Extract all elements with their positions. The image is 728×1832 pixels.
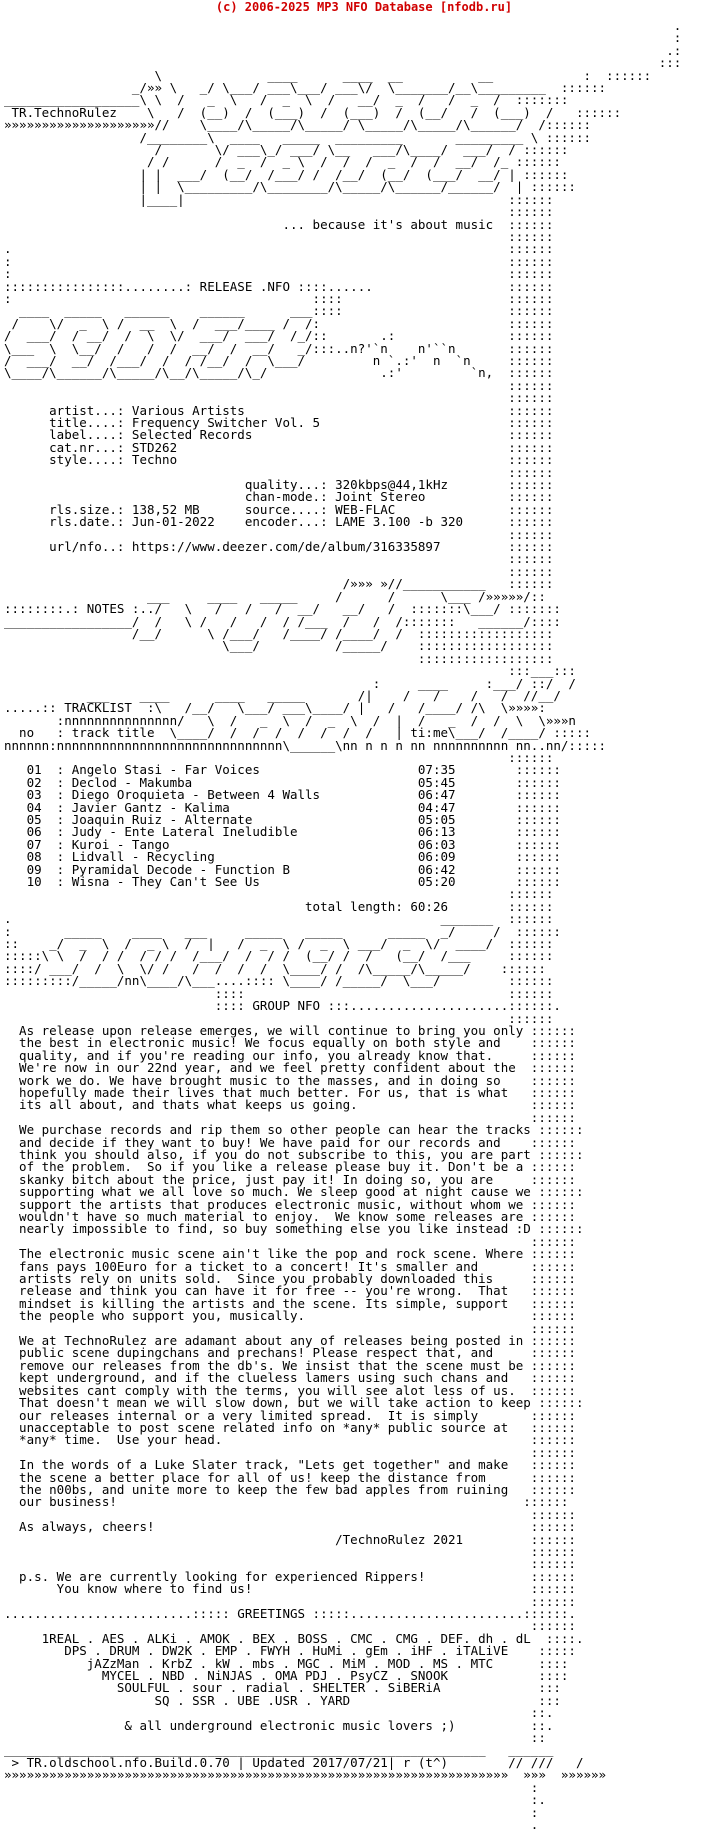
- nfo-line: ::::::: [4, 749, 554, 765]
- nfo-line: .: [4, 1816, 539, 1832]
- nfo-line: our releases internal or a very limited spread. It is simply ::::::: [4, 1407, 576, 1423]
- nfo-line: TR.TechnoRulez \ / (__) / (___) / (___) / (__/ / (___) / ::::::: [4, 104, 622, 120]
- nfo-line: /__/ \ /___/ /____/ /____/ / ::::::::::::::::::: [4, 625, 554, 641]
- nfo-line: SOULFUL . sour . radial . SHELTER . SiBERiA :::: [4, 1680, 561, 1696]
- nfo-line: ::::::: [4, 1556, 576, 1572]
- nfo-line: MYCEL . NBD . NiNJAS . OMA PDJ . PsyCZ . SNOOK ::::: [4, 1668, 569, 1684]
- nfo-text: [4, 20, 681, 1831]
- nfo-line: 06 : Judy - Ente Lateral Ineludible 06:13 ::::::: [4, 824, 561, 840]
- nfo-line: .........................::::: GREETINGS :::::.......................::::::.: [4, 1606, 576, 1621]
- nfo-line: the people who support you, musically. ::::::: [4, 1308, 576, 1324]
- nfo-line: ___ ____ _____ / / \___ /»»»»»/::: [4, 588, 546, 604]
- nfo-line: __________________\ \ / _ \ / _ \ / __/ _ / / _ / :::::::: [4, 92, 569, 108]
- nfo-line: ::::::: [4, 377, 554, 393]
- nfo-line: websites cant comply with the terms, you will see alot less of us. ::::::: [4, 1382, 576, 1398]
- nfo-line: no : track title \____/ / / / / / / / | ti:me\___/ /____/ :::::: [4, 725, 591, 741]
- nfo-line: ::::::: [4, 551, 554, 567]
- nfo-line: nearly impossible to find, so buy something else you like instead :D ::::::: [4, 1221, 584, 1237]
- nfo-line: . ::::::: [4, 241, 554, 257]
- nfo-line: 01 : Angelo Stasi - Far Voices 07:35 ::::::: [4, 762, 561, 778]
- nfo-line: ::::::::::::::::::: [4, 650, 554, 666]
- nfo-line: : _____ ____ ___ _____ _____ _____ _/ / ::::::: [4, 923, 561, 939]
- nfo-line: think you should also, if you do not subscribe to this, you are part ::::::: [4, 1146, 584, 1162]
- nfo-line: ::::::: [4, 228, 554, 244]
- nfo-line: :::::\ \ / / / / / / /___/ / / / (__/ / / (__/ /___ ::::::: [4, 948, 554, 964]
- nfo-line: :: [4, 1804, 539, 1820]
- nfo-line: wouldn't have so much material to enjoy. We know some releases are ::::::: [4, 1209, 576, 1224]
- nfo-line: \____/\______/\_____/\__/\_____/\_/ .:' `n, ::::::: [4, 365, 554, 381]
- nfo-line: \___/ /_____/ ::::::::::::::::::: [4, 638, 554, 654]
- nfo-line: mindset is killing the artists and the scene. Its simple, support ::::::: [4, 1295, 576, 1311]
- nfo-line: / \/ ___\_/ ___/ \__ ___/\____/ ___/ / ::::::: [4, 142, 569, 158]
- nfo-line: chan-mode.: Joint Stereo ::::::: [4, 489, 554, 505]
- nfo-line: The electronic music scene ain't like the pop and rock scene. Where ::::::: [4, 1246, 576, 1262]
- nfo-line: \___ \ \__/ / / / __/ / __/ _/:::..n?'`n n'``n ::::::: [4, 340, 554, 356]
- nfo-line: : :::: ::::::: [4, 290, 554, 306]
- nfo-line: / ___/ __/ /___/ / / /__/ / \___/ n `.:' n `n ::::::: [4, 352, 554, 368]
- nfo-line: release and think you can have it for free -- you're wrong. That ::::::: [4, 1283, 576, 1299]
- nfo-line: »»»»»»»»»»»»»»»»»»»»»»»»»»»»»»»»»»»»»»»»»»»»»»»»»»»»»»»»»»»»»»»»»»» »»» »»»»»»: [4, 1767, 607, 1783]
- nfo-line: :nnnnnnnnnnnnnnn/ \ / _ \ / _ \ / | / _ / / \ \»»»n: [4, 712, 576, 728]
- nfo-line: SQ . SSR . UBE .USR . YARD :::: [4, 1692, 561, 1708]
- nfo-line: In the words of a Luke Slater track, "Lets get together" and make ::::::: [4, 1457, 576, 1473]
- nfo-line: nnnnnn:nnnnnnnnnnnnnnnnnnnnnnnnnnnnnn\______\nn n n n nn nnnnnnnnnn nn..nn/:::::: [4, 737, 607, 753]
- nfo-line: ::::::: [4, 1109, 576, 1125]
- nfo-line: 10 : Wisna - They Can't See Us 05:20 ::::::: [4, 874, 561, 890]
- nfo-line: *any* time. Use your head. ::::::: [4, 1432, 576, 1448]
- nfo-line: kept underground, and if the clueless lamers using such chans and ::::::: [4, 1370, 576, 1386]
- nfo-line: :: _/ _ \ / _ \ / | / _ \ / _ \ ___/ _ \/ ____/ ::::::: [4, 936, 554, 952]
- nfo-line: : ::::::: [4, 266, 554, 282]
- nfo-line: ::::::::.: NOTES :../ \ / / / __/ __/ / :::::::\___/ :::::::: [4, 601, 561, 617]
- nfo-line: ::::::: [4, 390, 554, 406]
- nfo-line: ::::::: [4, 1320, 576, 1336]
- nfo-line: You know where to find us! ::::::: [4, 1581, 576, 1597]
- nfo-line: .....:: TRACKLIST :\ /__/ \___/ ___\____/ | / /____/ /\ \»»»»:: [4, 700, 546, 716]
- nfo-line: That doesn't mean we will slow down, but we will take action to keep ::::::: [4, 1395, 584, 1411]
- nfo-line: unacceptable to post scene related info on *any* public source at ::::::: [4, 1419, 576, 1435]
- nfo-line: _/»» \ _/ \___/ ___\___/ ___\/ \_______/__\_________ ::::::: [4, 80, 607, 96]
- nfo-line: & all underground electronic music lovers ;) ::.: [4, 1717, 554, 1733]
- nfo-line: ::: [4, 1730, 546, 1746]
- nfo-line: 09 : Pyramidal Decode - Function B 06:42 ::::::: [4, 861, 561, 877]
- nfo-line: hopefully made their lives that much better. For us, that is what ::::::: [4, 1084, 576, 1100]
- nfo-line: and decide if they want to buy! We have paid for our records and ::::::: [4, 1134, 576, 1150]
- nfo-line: 07 : Kuroi - Tango 06:03 ::::::: [4, 836, 561, 852]
- nfo-line: > TR.oldschool.nfo.Build.0.70 | Updated 2017/07/21| r (t^) // /// /: [4, 1754, 584, 1770]
- nfo-line: »»»»»»»»»»»»»»»»»»»»// \____/\_____/\_____/ \_____/\_____/\______/ /::::::: [4, 117, 591, 133]
- nfo-line: :::___:::: [4, 663, 576, 679]
- nfo-line: \ ____ ____ __ __ : ::::::: [4, 67, 652, 83]
- nfo-line: rls.size.: 138,52 MB source....: WEB-FLAC ::::::: [4, 501, 554, 517]
- nfo-line: :::::::::/_____/nn\____/\___....:::: \____/ /_____/ \___/ ::::::: [4, 973, 554, 989]
- nfo-line: 1REAL . AES . ALKi . AMOK . BEX . BOSS . CMC . CMG . DEF. dh . dL ::::.: [4, 1630, 584, 1646]
- nfo-line: :: [4, 30, 682, 46]
- nfo-line: ::::::: [4, 204, 554, 220]
- nfo-line: ::::::: [4, 563, 554, 579]
- nfo-line: ::::::: [4, 886, 554, 902]
- nfo-line: 02 : Declod - Makumba 05:45 ::::::: [4, 774, 561, 790]
- nfo-line: : ____ :___/ ::/ /: [4, 675, 576, 691]
- nfo-line: :::: [4, 55, 682, 71]
- nfo-line: :::: GROUP NFO :::.....................::::::.: [4, 998, 561, 1014]
- nfo-line: total length: 60:26 ::::::: [4, 898, 554, 914]
- nfo-line: the scene a better place for all of us! keep the distance from ::::::: [4, 1469, 576, 1485]
- nfo-line: p.s. We are currently looking for experienced Rippers! ::::::: [4, 1568, 576, 1584]
- nfo-line: ::::::: [4, 1618, 576, 1634]
- nfo-line: / / / _ / _ \ / / / _ / / __/ /_ ::::::: [4, 154, 561, 170]
- nfo-line: artists rely on units sold. Since you probably downloaded this ::::::: [4, 1271, 576, 1287]
- nfo-line: DPS . DRUM . DW2K . EMP . FWYH . HuMi . gEm . iHF . iTALiVE :::::: [4, 1643, 576, 1659]
- nfo-line: ::::::::::::::::........: RELEASE .NFO ::::...... ::::::: [4, 278, 554, 294]
- nfo-line: ::::::: [4, 526, 554, 542]
- nfo-line: cat.nr...: STD262 ::::::: [4, 439, 554, 455]
- nfo-line: ::::::: [4, 1543, 576, 1559]
- nfo-line: quality, and if you're reading our info, you already know that. ::::::: [4, 1047, 576, 1063]
- nfo-line: : ::::::: [4, 253, 554, 269]
- nfo-line: public scene dupingchans and prechans! Please respect that, and ::::::: [4, 1345, 576, 1361]
- nfo-line: :: [4, 1779, 539, 1795]
- nfo-line: ___ ____ ____ _____ /| / / / / //__/: [4, 687, 561, 703]
- nfo-line: ::::::: [4, 1233, 576, 1249]
- nfo-line: ____ _____ ______ ______ ___:::: ::::::: [4, 303, 554, 319]
- nfo-line: its all about, and thats what keeps us going. ::::::: [4, 1097, 576, 1113]
- nfo-line: our business! ::::::: [4, 1494, 569, 1510]
- nfo-line: /TechnoRulez 2021 ::::::: [4, 1531, 576, 1547]
- nfo-line: / ___/ / __/ / \ \/ ___/ ___/ /_/:: .: ::::::: [4, 328, 554, 344]
- nfo-line: artist...: Various Artists ::::::: [4, 402, 554, 418]
- nfo-line: ::::::: [4, 1506, 576, 1522]
- nfo-line: /________\ ____ _____ _________ _________ \ ::::::: [4, 129, 591, 145]
- nfo-line: rls.date.: Jun-01-2022 encoder...: LAME 3.100 -b 320 ::::::: [4, 514, 554, 530]
- nfo-line: 05 : Joaquin Ruiz - Alternate 05:05 ::::::: [4, 812, 561, 827]
- nfo-line: 08 : Lidvall - Recycling 06:09 ::::::: [4, 849, 561, 865]
- nfo-line: .: [4, 18, 682, 33]
- nfo-line: supporting what we all love so much. We sleep good at night cause we ::::::: [4, 1184, 584, 1200]
- nfo-line: ::::::: [4, 1010, 554, 1026]
- nfo-line: jAZzMan . KrbZ . kW . mbs . MGC . MiM . MOD . MS . MTC ::::: [4, 1655, 569, 1671]
- nfo-line: We're now in our 22nd year, and we feel pretty confident about the ::::::: [4, 1060, 576, 1076]
- nfo-line: We purchase records and rip them so other people can hear the tracks ::::::: [4, 1122, 584, 1138]
- nfo-line: support the artists that produces electronic music, without whom we ::::::: [4, 1196, 576, 1212]
- nfo-line: the best in electronic music! We focus equally on both style and ::::::: [4, 1035, 576, 1051]
- nfo-line: quality...: 320kbps@44,1kHz ::::::: [4, 477, 554, 493]
- nfo-line: ________________________________________________________________ ______: [4, 1742, 554, 1758]
- nfo-line: 03 : Diego Oroquieta - Between 4 Walls 06:47 ::::::: [4, 787, 561, 803]
- nfo-line: ::.: [4, 1705, 554, 1721]
- nfo-line: url/nfo..: https://www.deezer.com/de/album/316335897 ::::::: [4, 539, 554, 555]
- nfo-line: of the problem. So if you like a release please buy it. Don't be a ::::::: [4, 1159, 576, 1175]
- nfo-line: | | \_________/\________/\_____/\______/______/ | ::::::: [4, 179, 576, 195]
- nfo-line: | | ___/ (__/ /___/ / /__/ (__/ (___/ __/ | ::::::: [4, 166, 569, 182]
- nfo-line: skanky bitch about the price, just pay it! In doing so, you are ::::::: [4, 1171, 576, 1187]
- nfo-line: the n00bs, and unite more to keep the few bad apples from ruining ::::::: [4, 1481, 576, 1497]
- nfo-line: . _______ ::::::: [4, 911, 554, 927]
- nfo-line: fans pays 100Euro for a ticket to a concert! It's smaller and ::::::: [4, 1258, 576, 1274]
- nfo-line: |____| ::::::: [4, 191, 554, 207]
- nfo-line: :::: ::::::: [4, 985, 554, 1001]
- nfo-line: As release upon release emerges, we will continue to bring you only ::::::: [4, 1022, 576, 1038]
- nfo-line: We at TechnoRulez are adamant about any of releases being posted in ::::::: [4, 1333, 576, 1349]
- nfo-line: ... because it's about music ::::::: [4, 216, 554, 232]
- nfo-line: work we do. We have brought music to the masses, and in doing so ::::::: [4, 1072, 576, 1088]
- nfo-line: ::::::: [4, 1593, 576, 1609]
- nfo-line: ::::/ ___/ / \ \/ / / / / / \____/ / /\_____/\_____/ ::::::: [4, 960, 546, 976]
- nfo-line: / \/ _ \ / __ \ / ___/____ / /: ::::::: [4, 315, 554, 331]
- nfo-line: remove our releases from the db's. We insist that the scene must be ::::::: [4, 1357, 576, 1373]
- nfo-line: _________________/ / \ / / / / /___ / / /::::::: ______/::::: [4, 613, 561, 629]
- site-header: (c) 2006-2025 MP3 NFO Database [nfodb.ru]: [215, 0, 513, 14]
- nfo-line: ::::::: [4, 1444, 576, 1460]
- nfo-line: ::::::: [4, 464, 554, 480]
- nfo-line: :.: [4, 1792, 546, 1808]
- nfo-line: title....: Frequency Switcher Vol. 5 ::::::: [4, 415, 554, 430]
- nfo-line: style....: Techno ::::::: [4, 452, 554, 468]
- nfo-line: As always, cheers! ::::::: [4, 1519, 576, 1535]
- nfo-line: label....: Selected Records ::::::: [4, 427, 554, 443]
- nfo-line: /»»» »//___________ ::::::: [4, 576, 554, 592]
- nfo-line: 04 : Javier Gantz - Kalima 04:47 ::::::: [4, 799, 561, 815]
- nfo-line: .:: [4, 42, 682, 58]
